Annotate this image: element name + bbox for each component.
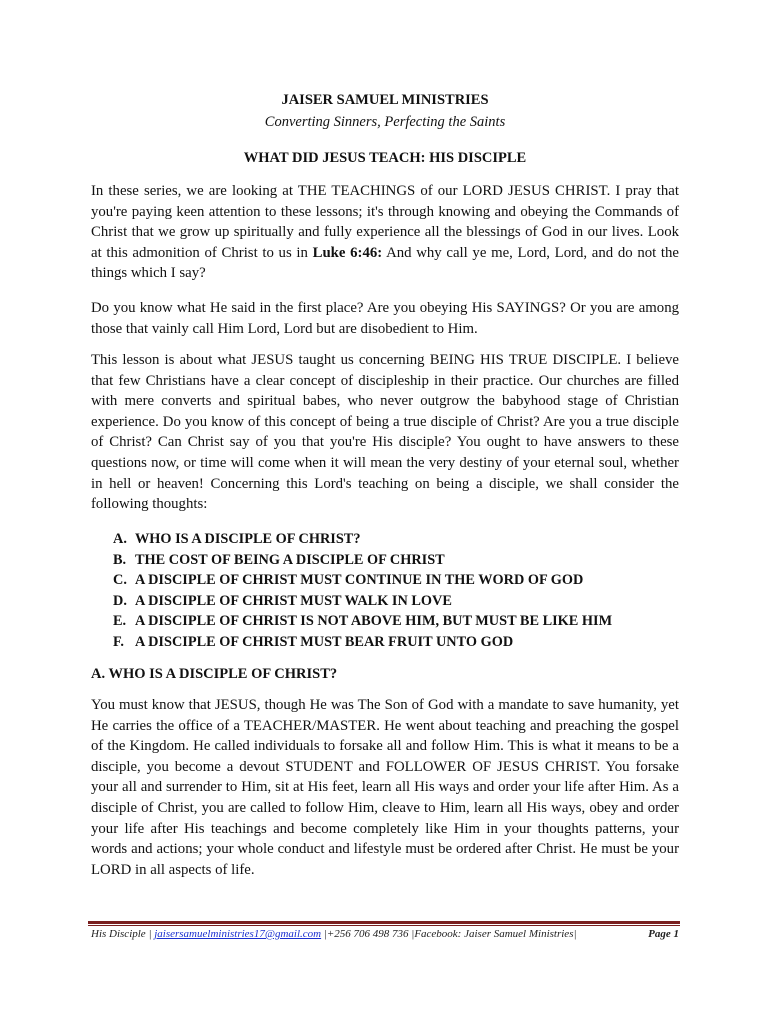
footer-doc-name: His Disciple |: [91, 928, 155, 940]
outline-letter: E.: [113, 613, 127, 630]
outline-item: [113, 611, 679, 632]
page-number: Page 1: [648, 928, 679, 940]
page-footer: [91, 928, 679, 940]
outline-letter: B.: [113, 551, 127, 568]
footer-rule: [88, 921, 680, 924]
section-a-body: You must know that JESUS, though He was The Son of God with a mandate to save humanity, yet He carries the office of a TEACHER/MASTER. He went about teaching and preaching the gospel of the Kingdom. He called individuals to forsake all and follow Him. This is what it means to be a disciple, you become a devout STUDENT and FOLLOWER OF JESUS CHRIST. You forsake your all and surrender to Him, sit at His feet, learn all His ways and order your life after Him. As a disciple of Christ, you are called to follow Him, cleave to Him, learn all His ways, obey and order your life after His teachings and become completely like Him in your thoughts patterns, your words and actions; your whole conduct and lifestyle must be ordered after Christ. He must be your LORD in all aspects of life.: [91, 697, 679, 878]
outline-text: A DISCIPLE OF CHRIST MUST WALK IN LOVE: [135, 592, 452, 609]
intro-paragraph-1: [91, 181, 679, 284]
outline-item: [113, 591, 679, 612]
outline-text: A DISCIPLE OF CHRIST MUST CONTINUE IN THE WORD OF GOD: [135, 572, 584, 589]
outline-letter: F.: [113, 633, 124, 650]
outline-text: A DISCIPLE OF CHRIST MUST BEAR FRUIT UNTO GOD: [135, 633, 514, 650]
intro-text-before: In these series, we are looking at THE TEACHINGS of our LORD JESUS CHRIST. I pray that you're paying keen attention to these lessons; it's through knowing and obeying the Commands of Christ that we grow up spiritually and fully experience all the blessings of God in our lives. Look at this admonition of Christ to us in: [91, 183, 679, 261]
intro-paragraph-2: Do you know what He said in the first place? Are you obeying His SAYINGS? Or you are among those that vainly call Him Lord, Lord but are disobedient to Him.: [91, 300, 679, 337]
outline-item: [113, 632, 679, 653]
outline-item: [113, 550, 679, 571]
outline-letter: C.: [113, 572, 127, 589]
footer-contact: |+256 706 498 736 |Facebook: Jaiser Samuel Ministries|: [321, 928, 577, 940]
outline-letter: D.: [113, 592, 127, 609]
outline-item: [113, 570, 679, 591]
section-a-heading: A. WHO IS A DISCIPLE OF CHRIST?: [91, 666, 338, 682]
footer-email-link[interactable]: jaisersamuelministries17@gmail.com: [154, 928, 322, 940]
organization-tagline: Converting Sinners, Perfecting the Saints: [264, 114, 506, 130]
intro-paragraph-3: This lesson is about what JESUS taught us concerning BEING HIS TRUE DISCIPLE. I believe that few Christians have a clear concept of discipleship in their practice. Our churches are filled with mere converts and spiritual babes, who never outgrow the babyhood stage of Christian experience. Do you know of this concept of being a true disciple of Christ? Are you a true disciple of Christ? Can Christ say of you that you're His disciple? You ought to have answers to these questions now, or time will come when it will mean the very destiny of your eternal soul, whether in hell or heaven! Concerning this Lord's teaching on being a disciple, we shall consider the following thoughts:: [91, 352, 679, 513]
organization-name: JAISER SAMUEL MINISTRIES: [281, 92, 489, 108]
scripture-reference: Luke 6:46:: [312, 244, 383, 261]
document-title: WHAT DID JESUS TEACH: HIS DISCIPLE: [243, 150, 527, 166]
intro-text-after: And why call ye me, Lord, Lord, and do not the things which I say?: [91, 244, 679, 282]
outline-item: [113, 529, 679, 550]
outline-letter: A.: [113, 531, 127, 547]
outline-text: A DISCIPLE OF CHRIST IS NOT ABOVE HIM, BUT MUST BE LIKE HIM: [135, 613, 613, 630]
outline-text: WHO IS A DISCIPLE OF CHRIST?: [135, 531, 361, 547]
footer-rule-thin: [88, 925, 680, 926]
outline-list: [113, 529, 679, 653]
outline-text: THE COST OF BEING A DISCIPLE OF CHRIST: [135, 551, 445, 568]
